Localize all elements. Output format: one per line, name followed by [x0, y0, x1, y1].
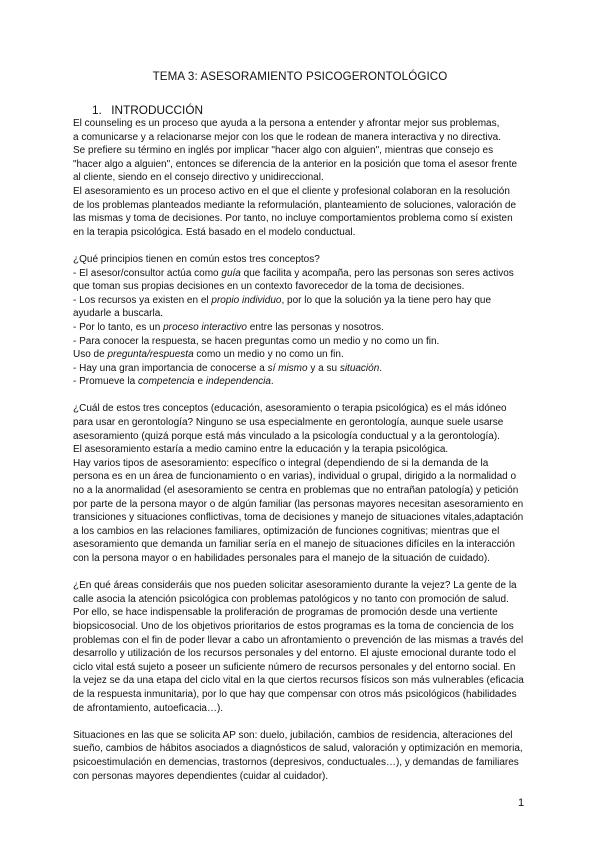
text-line: ¿Cuál de estos tres conceptos (educación, asesoramiento o terapia psicológica) es el más idóneo — [73, 403, 507, 415]
text-line: asesoramiento (quizá porque está más vinculado a la psicología conductual y a la gerontología). — [73, 430, 500, 442]
text-line: Hay varios tipos de asesoramiento: específico o integral (dependiendo de si la demanda de la — [73, 457, 489, 469]
text-line: ciclo vital está sujeto a poseer un suficiente número de recursos personales y del entorno social. En — [73, 661, 516, 673]
text-line: sueño, cambios de hábitos asociados a diagnósticos de salud, valoración y optimización en memoria, — [73, 743, 523, 755]
text-line: Uso de pregunta/respuesta como un medio y no como un fin. — [73, 349, 344, 361]
text-line: Por ello, se hace indispensable la proliferación de programas de promoción desde una vertiente — [73, 607, 498, 619]
text-line: asesoramiento que demanda un familiar sería en el manejo de situaciones difíciles en la interacción — [73, 539, 515, 551]
text-line: El asesoramiento es un proceso activo en el que el cliente y profesional colaboran en la resolución — [73, 185, 510, 197]
text-line: persona es en un área de funcionamiento o en varias), individual o grupal, dirigido a la normalidad o — [73, 471, 517, 483]
text-line: en la terapia psicológica. Está basado en el modelo conductual. — [73, 226, 356, 238]
text-line: que toman sus propias decisiones en un contexto favorecedor de la toma de decisiones. — [73, 281, 465, 293]
section-number: 1. — [92, 103, 102, 117]
list-item: - Promueve la competencia e independencia. — [73, 376, 274, 388]
text-line: a los cambios en las relaciones familiares, optimización de funciones cognitivas; mientras que el — [73, 525, 500, 537]
text-line: de la respuesta inmunitaria), por lo que hay que compensar con otros más psicológicos (habilidades — [73, 688, 517, 700]
text-line: biopsicosocial. Uno de los objetivos prioritarios de estos programas es la toma de conciencia de los — [73, 620, 514, 632]
text-line: El counseling es un proceso que ayuda a la persona a entender y afrontar mejor sus problemas, — [73, 118, 500, 129]
emphasis: guía — [221, 267, 241, 279]
text-line: calle asocia la atención psicológica con problemas patológicos y no tanto con promoción de salud. — [73, 593, 509, 605]
text-line: la vejez se da una etapa del ciclo vital en la que ciertos recursos físicos son más vulnerables (eficacia — [73, 675, 524, 687]
text-line: ¿Qué principios tienen en común estos tres conceptos? — [73, 253, 320, 265]
emphasis: situación — [339, 362, 380, 374]
list-item: - Los recursos ya existen en el propio individuo, por lo que la solución ya la tiene pero hay que — [73, 294, 492, 306]
section-title: INTRODUCCIÓN — [111, 103, 204, 117]
text-line: transiciones y situaciones conflictivas, toma de decisiones y manejo de situaciones vitales,adaptación — [73, 512, 524, 524]
document-title: TEMA 3: ASESORAMIENTO PSICOGERONTOLÓGICO — [152, 70, 448, 83]
text-line: por parte de la persona mayor o de algún familiar (las personas mayores necesitan asesoramiento en — [73, 498, 524, 510]
list-item: - El asesor/consultor actúa como guía que facilita y acompaña, pero las personas son seres activos — [73, 267, 514, 279]
text-line: para usar en gerontología? Ninguno se usa especialmente en gerontología, aunque suele usarse — [73, 417, 504, 429]
text-line: ¿En qué áreas consideráis que nos pueden solicitar asesoramiento durante la vejez? La gente de la — [73, 580, 517, 592]
text-line: no a la anormalidad (el asesoramiento se centra en problemas que no entrañan patología) y petición — [73, 485, 519, 497]
text-line: problemas con el fin de poder llevar a cabo un afrontamiento o prevención de las mismas a través del — [73, 634, 524, 646]
text-line: las mismas y toma de decisiones. Por tanto, no incluye comportamientos problema como sí existen — [73, 213, 513, 225]
text-line: a comunicarse y a relacionarse mejor con los que le rodean de manera interactiva y no directiva. — [73, 131, 501, 143]
list-item: - Por lo tanto, es un proceso interactivo entre las personas y nosotros. — [73, 321, 384, 333]
text-line: "hacer algo a alguien", entonces se diferencia de la anterior en la posición que toma el asesor frente — [73, 158, 518, 170]
section-heading — [92, 103, 203, 117]
text-line: al cliente, siendo en el consejo directivo y unidireccional. — [73, 172, 324, 184]
text-line: Se prefiere su término en inglés por implicar "hacer algo con alguien", mientras que consejo es — [73, 145, 494, 157]
list-item: - Hay una gran importancia de conocerse a sí mismo y a su situación. — [73, 362, 383, 374]
list-item: - Para conocer la respuesta, se hacen preguntas como un medio y no como un fin. — [73, 335, 440, 347]
page-number: 1 — [518, 797, 525, 809]
emphasis: pregunta/respuesta — [107, 349, 194, 361]
emphasis: competencia — [138, 376, 195, 388]
text-line: ayudarle a buscarla. — [73, 308, 164, 320]
text-line: de los problemas planteados mediante la reformulación, planteamiento de soluciones, valoración de — [73, 199, 517, 211]
text-line: Situaciones en las que se solicita AP son: duelo, jubilación, cambios de residencia, alteraciones del — [73, 729, 513, 741]
text-line: con personas mayores dependientes (cuidar al cuidador). — [73, 770, 329, 782]
text-line: desarrollo y utilización de los recursos personales y del entorno. El ajuste emocional durante todo el — [73, 648, 517, 660]
emphasis: proceso interactivo — [163, 321, 247, 333]
emphasis: propio individuo — [211, 294, 282, 306]
text-line: de afrontamiento, autoeficacia…). — [73, 702, 224, 714]
text-line: psicoestimulación en demencias, trastornos (depresivos, conductuales…), y demandas de familiares — [73, 756, 519, 768]
emphasis: sí mismo — [267, 362, 308, 374]
document-body — [73, 117, 531, 783]
emphasis: independencia — [205, 376, 271, 388]
text-line: con la persona mayor o en habilidades personales para el manejo de la situación de cuidado). — [73, 553, 490, 564]
text-line: El asesoramiento estaría a medio camino entre la educación y la terapia psicológica. — [73, 444, 449, 456]
